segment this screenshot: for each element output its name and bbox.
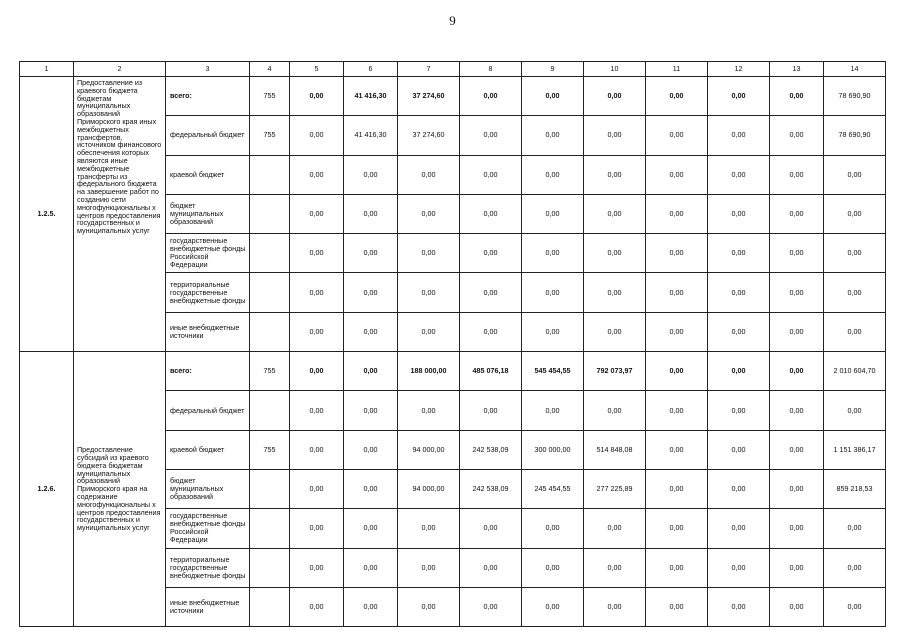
amount-cell: 0,00 bbox=[824, 587, 886, 626]
amount-cell: 0,00 bbox=[708, 155, 770, 194]
budget-table bbox=[19, 61, 886, 627]
funding-source: краевой бюджет bbox=[166, 430, 250, 469]
header-cell: 3 bbox=[166, 62, 250, 77]
grbs-code: 755 bbox=[250, 116, 290, 155]
header-cell: 6 bbox=[344, 62, 398, 77]
amount-cell: 188 000,00 bbox=[398, 352, 460, 391]
amount-cell: 0,00 bbox=[344, 587, 398, 626]
amount-cell: 545 454,55 bbox=[522, 352, 584, 391]
funding-source: государственные внебюджетные фонды Российской Федерации bbox=[166, 509, 250, 548]
funding-source: государственные внебюджетные фонды Российской Федерации bbox=[166, 234, 250, 273]
amount-cell: 0,00 bbox=[344, 548, 398, 587]
amount-cell: 0,00 bbox=[824, 391, 886, 430]
amount-cell: 0,00 bbox=[584, 391, 646, 430]
amount-cell: 0,00 bbox=[708, 587, 770, 626]
grbs-code bbox=[250, 155, 290, 194]
grbs-code bbox=[250, 234, 290, 273]
amount-cell: 0,00 bbox=[824, 273, 886, 312]
amount-cell: 0,00 bbox=[398, 548, 460, 587]
amount-cell: 0,00 bbox=[398, 234, 460, 273]
amount-cell: 0,00 bbox=[584, 548, 646, 587]
total-row bbox=[20, 77, 886, 116]
header-cell: 1 bbox=[20, 62, 74, 77]
funding-source: всего: bbox=[166, 352, 250, 391]
amount-cell: 0,00 bbox=[584, 77, 646, 116]
amount-cell: 0,00 bbox=[290, 234, 344, 273]
grbs-code: 755 bbox=[250, 352, 290, 391]
amount-cell: 0,00 bbox=[290, 509, 344, 548]
amount-cell: 0,00 bbox=[824, 548, 886, 587]
amount-cell: 242 538,09 bbox=[460, 430, 522, 469]
grbs-code bbox=[250, 587, 290, 626]
amount-cell: 0,00 bbox=[460, 312, 522, 351]
amount-cell: 0,00 bbox=[522, 273, 584, 312]
grbs-code: 755 bbox=[250, 430, 290, 469]
amount-cell: 0,00 bbox=[770, 116, 824, 155]
amount-cell: 0,00 bbox=[708, 273, 770, 312]
amount-cell: 0,00 bbox=[646, 352, 708, 391]
amount-cell: 0,00 bbox=[460, 391, 522, 430]
amount-cell: 0,00 bbox=[646, 116, 708, 155]
funding-source: территориальные государственные внебюджетные фонды bbox=[166, 273, 250, 312]
amount-cell: 0,00 bbox=[770, 391, 824, 430]
header-cell: 11 bbox=[646, 62, 708, 77]
amount-cell: 0,00 bbox=[522, 548, 584, 587]
amount-cell: 0,00 bbox=[522, 116, 584, 155]
grbs-code bbox=[250, 548, 290, 587]
header-cell: 10 bbox=[584, 62, 646, 77]
funding-source: всего: bbox=[166, 77, 250, 116]
grbs-code bbox=[250, 509, 290, 548]
amount-cell: 0,00 bbox=[824, 234, 886, 273]
amount-cell: 1 151 386,17 bbox=[824, 430, 886, 469]
amount-cell: 78 690,90 bbox=[824, 77, 886, 116]
amount-cell: 0,00 bbox=[646, 391, 708, 430]
amount-cell: 0,00 bbox=[770, 155, 824, 194]
header-cell: 2 bbox=[74, 62, 166, 77]
amount-cell: 37 274,60 bbox=[398, 77, 460, 116]
amount-cell: 0,00 bbox=[460, 194, 522, 233]
amount-cell: 0,00 bbox=[646, 430, 708, 469]
amount-cell: 0,00 bbox=[344, 352, 398, 391]
amount-cell: 0,00 bbox=[770, 430, 824, 469]
amount-cell: 0,00 bbox=[708, 391, 770, 430]
amount-cell: 514 848,08 bbox=[584, 430, 646, 469]
amount-cell: 0,00 bbox=[460, 155, 522, 194]
amount-cell: 0,00 bbox=[522, 587, 584, 626]
header-row bbox=[20, 62, 886, 77]
amount-cell: 94 000,00 bbox=[398, 430, 460, 469]
amount-cell: 0,00 bbox=[398, 273, 460, 312]
amount-cell: 0,00 bbox=[824, 312, 886, 351]
amount-cell: 0,00 bbox=[824, 194, 886, 233]
amount-cell: 0,00 bbox=[290, 312, 344, 351]
amount-cell: 0,00 bbox=[584, 155, 646, 194]
amount-cell: 0,00 bbox=[398, 312, 460, 351]
amount-cell: 859 218,53 bbox=[824, 469, 886, 508]
amount-cell: 0,00 bbox=[290, 77, 344, 116]
amount-cell: 0,00 bbox=[344, 469, 398, 508]
amount-cell: 0,00 bbox=[344, 509, 398, 548]
amount-cell: 0,00 bbox=[646, 155, 708, 194]
amount-cell: 0,00 bbox=[460, 77, 522, 116]
amount-cell: 0,00 bbox=[770, 352, 824, 391]
amount-cell: 0,00 bbox=[460, 548, 522, 587]
funding-source: территориальные государственные внебюджетные фонды bbox=[166, 548, 250, 587]
grbs-code bbox=[250, 391, 290, 430]
grbs-code: 755 bbox=[250, 77, 290, 116]
amount-cell: 0,00 bbox=[824, 155, 886, 194]
amount-cell: 0,00 bbox=[522, 155, 584, 194]
amount-cell: 37 274,60 bbox=[398, 116, 460, 155]
amount-cell: 242 538,09 bbox=[460, 469, 522, 508]
amount-cell: 0,00 bbox=[398, 587, 460, 626]
amount-cell: 0,00 bbox=[708, 509, 770, 548]
amount-cell: 0,00 bbox=[398, 391, 460, 430]
amount-cell: 0,00 bbox=[708, 430, 770, 469]
amount-cell: 0,00 bbox=[344, 273, 398, 312]
header-cell: 4 bbox=[250, 62, 290, 77]
amount-cell: 41 416,30 bbox=[344, 77, 398, 116]
funding-source: иные внебюджетные источники bbox=[166, 312, 250, 351]
amount-cell: 0,00 bbox=[708, 194, 770, 233]
amount-cell: 0,00 bbox=[522, 234, 584, 273]
amount-cell: 0,00 bbox=[398, 509, 460, 548]
amount-cell: 0,00 bbox=[770, 273, 824, 312]
amount-cell: 0,00 bbox=[770, 312, 824, 351]
grbs-code bbox=[250, 194, 290, 233]
amount-cell: 0,00 bbox=[460, 234, 522, 273]
amount-cell: 0,00 bbox=[290, 273, 344, 312]
amount-cell: 0,00 bbox=[344, 155, 398, 194]
amount-cell: 792 073,97 bbox=[584, 352, 646, 391]
amount-cell: 78 690,90 bbox=[824, 116, 886, 155]
amount-cell: 0,00 bbox=[398, 194, 460, 233]
funding-source: бюджет муниципальных образований bbox=[166, 469, 250, 508]
amount-cell: 0,00 bbox=[460, 273, 522, 312]
amount-cell: 0,00 bbox=[770, 234, 824, 273]
amount-cell: 0,00 bbox=[708, 548, 770, 587]
funding-source: бюджет муниципальных образований bbox=[166, 194, 250, 233]
amount-cell: 0,00 bbox=[584, 234, 646, 273]
page-number: 9 bbox=[449, 13, 456, 28]
amount-cell: 0,00 bbox=[646, 273, 708, 312]
amount-cell: 0,00 bbox=[522, 77, 584, 116]
amount-cell: 0,00 bbox=[770, 194, 824, 233]
amount-cell: 0,00 bbox=[584, 587, 646, 626]
amount-cell: 0,00 bbox=[290, 352, 344, 391]
amount-cell: 0,00 bbox=[344, 194, 398, 233]
header-cell: 12 bbox=[708, 62, 770, 77]
amount-cell: 0,00 bbox=[344, 430, 398, 469]
amount-cell: 0,00 bbox=[584, 273, 646, 312]
grbs-code bbox=[250, 469, 290, 508]
amount-cell: 0,00 bbox=[770, 469, 824, 508]
amount-cell: 0,00 bbox=[708, 116, 770, 155]
amount-cell: 0,00 bbox=[708, 469, 770, 508]
funding-source: федеральный бюджет bbox=[166, 391, 250, 430]
header-cell: 13 bbox=[770, 62, 824, 77]
amount-cell: 0,00 bbox=[770, 509, 824, 548]
total-row bbox=[20, 352, 886, 391]
amount-cell: 0,00 bbox=[584, 509, 646, 548]
amount-cell: 0,00 bbox=[344, 312, 398, 351]
amount-cell: 2 010 604,70 bbox=[824, 352, 886, 391]
amount-cell: 0,00 bbox=[344, 234, 398, 273]
amount-cell: 0,00 bbox=[584, 194, 646, 233]
amount-cell: 485 076,18 bbox=[460, 352, 522, 391]
amount-cell: 0,00 bbox=[708, 77, 770, 116]
amount-cell: 0,00 bbox=[708, 352, 770, 391]
amount-cell: 0,00 bbox=[522, 391, 584, 430]
amount-cell: 0,00 bbox=[460, 587, 522, 626]
amount-cell: 41 416,30 bbox=[344, 116, 398, 155]
amount-cell: 0,00 bbox=[290, 155, 344, 194]
amount-cell: 0,00 bbox=[460, 116, 522, 155]
funding-source: краевой бюджет bbox=[166, 155, 250, 194]
amount-cell: 0,00 bbox=[460, 509, 522, 548]
amount-cell: 0,00 bbox=[708, 312, 770, 351]
header-cell: 5 bbox=[290, 62, 344, 77]
amount-cell: 0,00 bbox=[290, 430, 344, 469]
amount-cell: 0,00 bbox=[646, 77, 708, 116]
amount-cell: 0,00 bbox=[344, 391, 398, 430]
amount-cell: 0,00 bbox=[646, 469, 708, 508]
amount-cell: 0,00 bbox=[522, 509, 584, 548]
amount-cell: 0,00 bbox=[646, 312, 708, 351]
amount-cell: 0,00 bbox=[290, 391, 344, 430]
amount-cell: 0,00 bbox=[708, 234, 770, 273]
header-cell: 9 bbox=[522, 62, 584, 77]
amount-cell: 277 225,89 bbox=[584, 469, 646, 508]
amount-cell: 0,00 bbox=[770, 77, 824, 116]
item-description: Предоставление субсидий из краевого бюджета бюджетам муниципальных образований Приморского края на содержание многофункциональны х центров предоставления государственных и муниципальных услуг bbox=[74, 352, 166, 627]
amount-cell: 94 000,00 bbox=[398, 469, 460, 508]
funding-source: федеральный бюджет bbox=[166, 116, 250, 155]
funding-source: иные внебюджетные источники bbox=[166, 587, 250, 626]
item-description: Предоставление из краевого бюджета бюджетам муниципальных образований Приморского края иных межбюджетных трансфертов, источником финансового обеспечения которых являются иные межбюджетные трансферты из федерального бюджета на завершение работ по созданию сети многофункциональны х центров предоставления государственных и муниципальных услуг bbox=[74, 77, 166, 352]
item-code: 1.2.6. bbox=[20, 352, 74, 627]
amount-cell: 0,00 bbox=[646, 234, 708, 273]
grbs-code bbox=[250, 273, 290, 312]
header-cell: 14 bbox=[824, 62, 886, 77]
amount-cell: 0,00 bbox=[646, 194, 708, 233]
amount-cell: 0,00 bbox=[290, 548, 344, 587]
grbs-code bbox=[250, 312, 290, 351]
table-body bbox=[20, 62, 886, 627]
amount-cell: 0,00 bbox=[770, 587, 824, 626]
amount-cell: 300 000,00 bbox=[522, 430, 584, 469]
header-cell: 7 bbox=[398, 62, 460, 77]
amount-cell: 0,00 bbox=[290, 469, 344, 508]
amount-cell: 0,00 bbox=[290, 116, 344, 155]
amount-cell: 0,00 bbox=[584, 116, 646, 155]
amount-cell: 0,00 bbox=[646, 509, 708, 548]
amount-cell: 0,00 bbox=[646, 587, 708, 626]
amount-cell: 0,00 bbox=[290, 587, 344, 626]
amount-cell: 0,00 bbox=[824, 509, 886, 548]
amount-cell: 0,00 bbox=[646, 548, 708, 587]
amount-cell: 0,00 bbox=[770, 548, 824, 587]
amount-cell: 0,00 bbox=[398, 155, 460, 194]
amount-cell: 0,00 bbox=[290, 194, 344, 233]
amount-cell: 0,00 bbox=[522, 194, 584, 233]
amount-cell: 0,00 bbox=[522, 312, 584, 351]
item-code: 1.2.5. bbox=[20, 77, 74, 352]
header-cell: 8 bbox=[460, 62, 522, 77]
amount-cell: 245 454,55 bbox=[522, 469, 584, 508]
amount-cell: 0,00 bbox=[584, 312, 646, 351]
